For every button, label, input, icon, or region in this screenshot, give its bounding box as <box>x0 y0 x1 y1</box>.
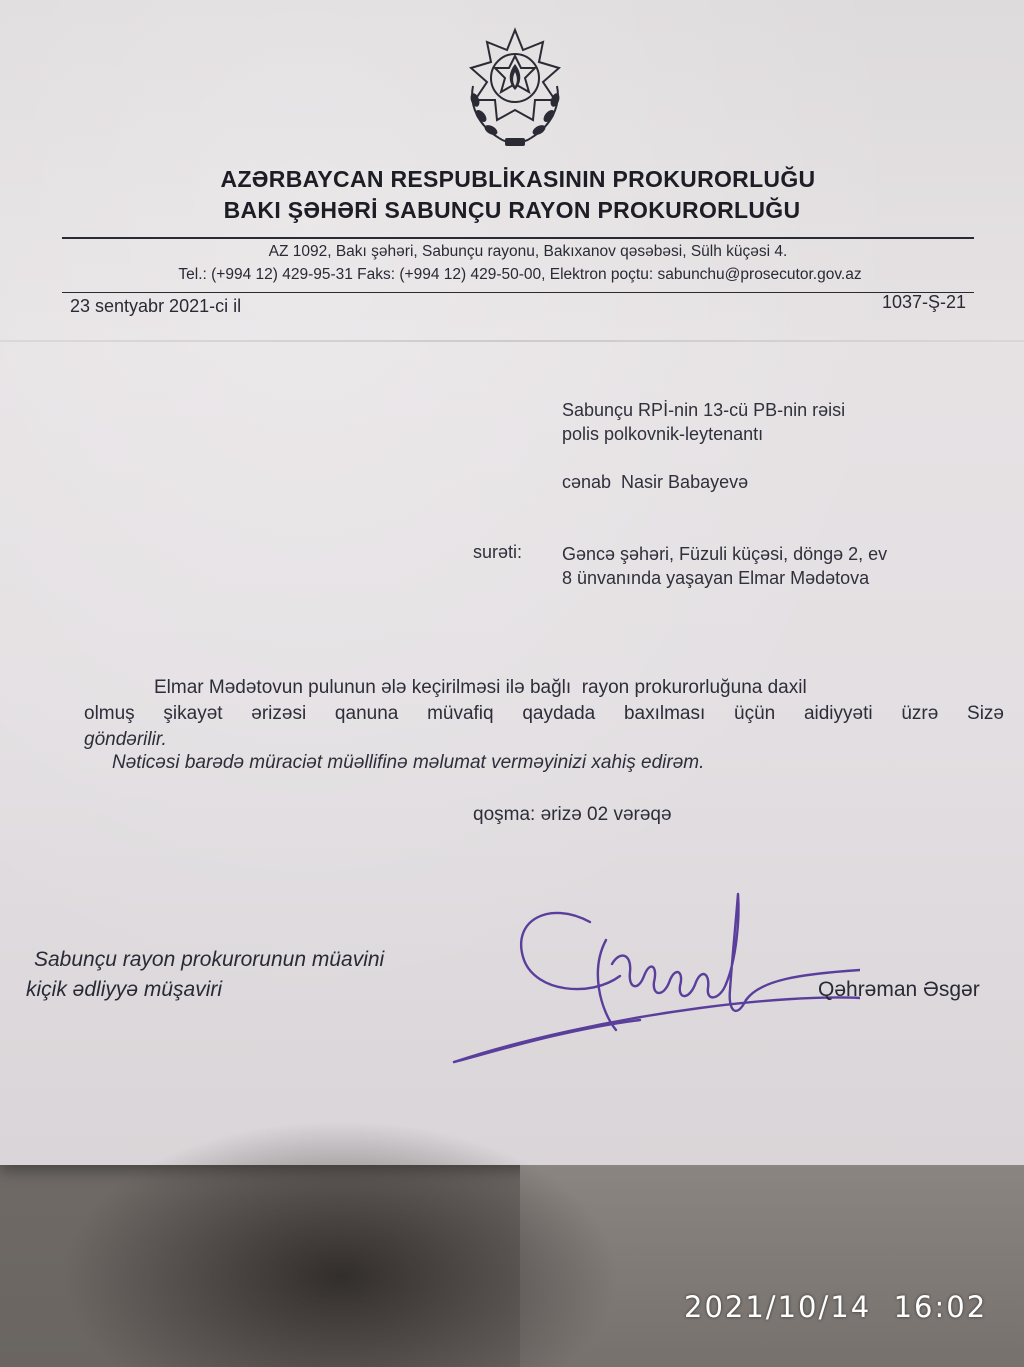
signatory-title-line1: Sabunçu rayon prokurorunun müavini <box>34 948 385 971</box>
body-paragraph-1 <box>84 675 1004 753</box>
body-line-2: olmuş şikayət ərizəsi qanuna müvafiq qaydada baxılması üçün aidiyyəti üzrə Sizə <box>84 703 1004 724</box>
header-divider <box>62 237 974 239</box>
organization-name-line1: AZƏRBAYCAN RESPUBLİKASININ PROKURORLUĞU <box>220 166 816 192</box>
handwritten-signature-icon <box>440 880 860 1070</box>
attachment-note: qoşma: ərizə 02 vərəqə <box>473 804 672 825</box>
copy-recipient-line1: Gəncə şəhəri, Füzuli küçəsi, döngə 2, ev <box>562 544 888 564</box>
copy-label: surəti: <box>473 542 523 562</box>
copy-recipient <box>562 542 887 590</box>
body-line-1: Elmar Mədətovun pulunun ələ keçirilməsi ilə bağlı rayon prokurorluğuna daxil <box>154 677 807 698</box>
organization-name-line2: BAKI ŞƏHƏRİ SABUNÇU RAYON PROKURORLUĞU <box>223 197 801 223</box>
contacts-divider <box>62 292 974 293</box>
body-line-3: göndərilir. <box>84 729 167 750</box>
signatory-title-line2: kiçik ədliyyə müşaviri <box>26 978 223 1001</box>
addressee-position: Sabunçu RPİ-nin 13-cü PB-nin rəisi <box>562 400 846 420</box>
addressee-rank: polis polkovnik-leytenantı <box>562 424 764 444</box>
state-emblem-icon <box>459 26 571 152</box>
addressee-block <box>562 398 845 446</box>
organization-contacts: Tel.: (+994 12) 429-95-31 Faks: (+994 12) 429-50-00, Elektron poçtu: sabunchu@prosecutor.gov.az <box>178 266 862 283</box>
addressee-name: cənab Nasir Babayevə <box>562 472 749 492</box>
paper-fold <box>0 340 1024 342</box>
organization-address: AZ 1092, Bakı şəhəri, Sabunçu rayonu, Bakıxanov qəsəbəsi, Sülh küçəsi 4. <box>268 243 788 260</box>
letter-date: 23 sentyabr 2021-ci il <box>70 296 242 316</box>
body-paragraph-2: Nəticəsi barədə müraciət müəllifinə məlumat verməyinizi xahiş edirəm. <box>112 752 705 773</box>
copy-recipient-line2: 8 ünvanında yaşayan Elmar Mədətova <box>562 568 870 588</box>
signatory-name: Qəhrəman Əsgər <box>818 978 980 1001</box>
hand-shadow <box>60 1120 620 1367</box>
photo-timestamp: 2021/10/14 16:02 <box>684 1290 988 1324</box>
reference-number: 1037-Ş-21 <box>881 292 966 312</box>
